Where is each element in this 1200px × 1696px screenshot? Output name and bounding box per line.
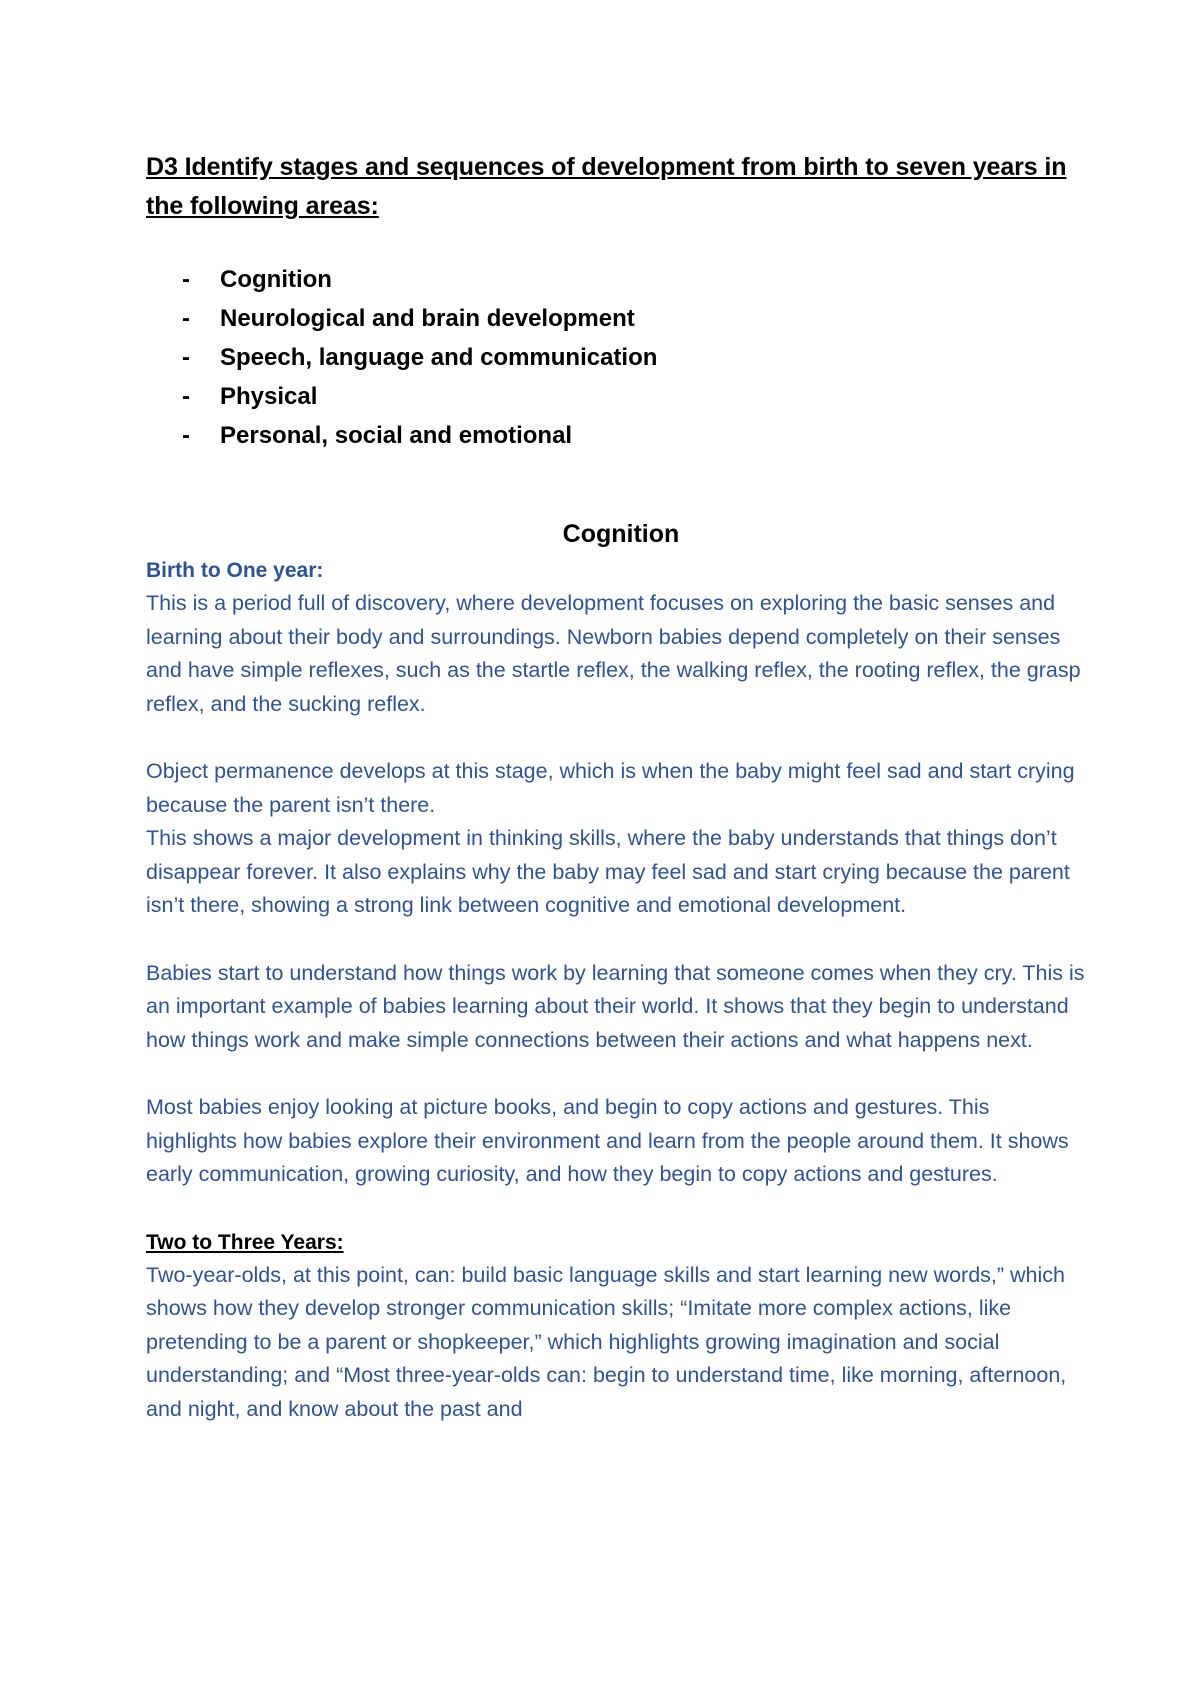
list-dash: -: [182, 383, 190, 410]
list-item: [146, 377, 1086, 416]
list-item-label: Cognition: [220, 266, 332, 293]
document-title: D3 Identify stages and sequences of development from birth to seven years in the following areas:: [146, 153, 1067, 220]
paragraph: Two-year-olds, at this point, can: build basic language skills and start learning new words,” which shows how they develop stronger communication skills; “Imitate more complex actions, like pretending to be a parent or shopkeeper,” which highlights growing imagination and social understanding; and “Most three-year-olds can: begin to understand time, like morning, afternoon, and night, and know about the past and: [146, 1262, 1067, 1422]
list-item: [146, 260, 1086, 299]
list-dash: -: [182, 422, 190, 449]
list-item-label: Speech, language and communication: [220, 344, 658, 371]
subheading-birth-to-one: Birth to One year:: [146, 559, 324, 582]
document-content: [146, 148, 1086, 1427]
list-dash: -: [182, 305, 190, 332]
development-areas-list: [146, 260, 1086, 455]
paragraph: Most babies enjoy looking at picture books, and begin to copy actions and gestures. This highlights how babies explore their environment and learn from the people around them. It shows early communication, growing curiosity, and how they begin to copy actions and gestures.: [146, 1094, 1069, 1187]
list-item-label: Neurological and brain development: [220, 305, 635, 332]
subheading-two-to-three: Two to Three Years:: [146, 1230, 344, 1254]
paragraph: Babies start to understand how things work by learning that someone comes when they cry. This is an important example of babies learning about their world. It shows that they begin to understand how things work and make simple connections between their actions and what happens next.: [146, 960, 1085, 1052]
list-item: [146, 338, 1086, 377]
paragraph: This shows a major development in thinking skills, where the baby understands that things don’t disappear forever. It also explains why the baby may feel sad and start crying because the parent isn’t there, showing a strong link between cognitive and emotional development.: [146, 826, 1070, 918]
list-item-label: Physical: [220, 383, 318, 410]
list-dash: -: [182, 266, 190, 293]
list-item: [146, 416, 1086, 455]
list-item: [146, 299, 1086, 338]
list-item-label: Personal, social and emotional: [220, 422, 573, 449]
list-dash: -: [182, 344, 190, 371]
paragraph: This is a period full of discovery, where development focuses on exploring the basic senses and learning about their body and surroundings. Newborn babies depend completely on their senses and have simple reflexes, such as the startle reflex, the walking reflex, the rooting reflex, the grasp reflex, and the sucking reflex.: [146, 591, 1081, 716]
paragraph: Object permanence develops at this stage, which is when the baby might feel sad and start crying because the parent isn’t there.: [146, 758, 1075, 817]
section-heading-cognition: Cognition: [562, 520, 680, 548]
